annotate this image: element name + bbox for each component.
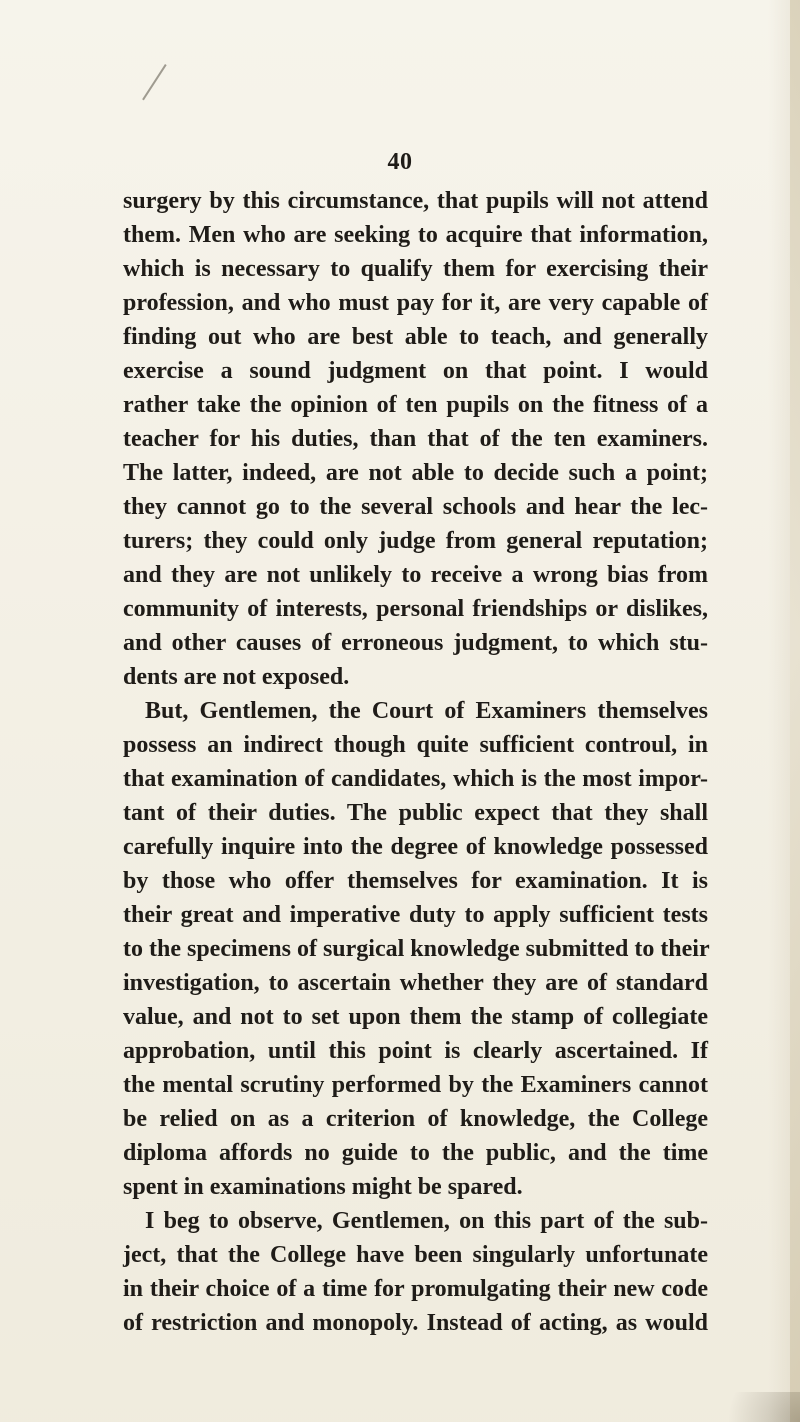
text-line: finding out who are best able to teach, and generally bbox=[123, 324, 708, 350]
pencil-mark bbox=[142, 64, 167, 100]
text-line: of restriction and monopoly. Instead of acting, as would bbox=[123, 1310, 708, 1336]
text-line: I beg to observe, Gentlemen, on this part of the sub- bbox=[145, 1208, 708, 1234]
text-line: that examination of candidates, which is the most impor- bbox=[123, 766, 708, 792]
text-line: ject, that the College have been singularly unfortunate bbox=[123, 1242, 708, 1268]
text-line: they cannot go to the several schools and hear the lec- bbox=[123, 494, 708, 520]
text-line: in their choice of a time for promulgating their new code bbox=[123, 1276, 708, 1302]
text-line: community of interests, personal friendships or dislikes, bbox=[123, 596, 708, 622]
text-line: turers; they could only judge from general reputation; bbox=[123, 528, 708, 554]
text-line: spent in examinations might be spared. bbox=[123, 1174, 523, 1200]
text-line: investigation, to ascertain whether they are of standard bbox=[123, 970, 708, 996]
text-line: value, and not to set upon them the stamp of collegiate bbox=[123, 1004, 708, 1030]
text-line: dents are not exposed. bbox=[123, 664, 350, 690]
text-line: their great and imperative duty to apply sufficient tests bbox=[123, 902, 708, 928]
text-line: tant of their duties. The public expect that they shall bbox=[123, 800, 708, 826]
text-line: them. Men who are seeking to acquire that information, bbox=[123, 222, 708, 248]
text-line: to the specimens of surgical knowledge submitted to their bbox=[123, 936, 710, 962]
text-line: rather take the opinion of ten pupils on the fitness of a bbox=[123, 392, 708, 418]
text-line: surgery by this circumstance, that pupils will not attend bbox=[123, 188, 708, 214]
text-line: approbation, until this point is clearly ascertained. If bbox=[123, 1038, 708, 1064]
text-line: and other causes of erroneous judgment, to which stu- bbox=[123, 630, 708, 656]
text-line: the mental scrutiny performed by the Examiners cannot bbox=[123, 1072, 708, 1098]
text-line: be relied on as a criterion of knowledge, the College bbox=[123, 1106, 708, 1132]
text-line: exercise a sound judgment on that point. I would bbox=[123, 358, 708, 384]
text-line: by those who offer themselves for examination. It is bbox=[123, 868, 708, 894]
page-corner-stain bbox=[705, 1392, 800, 1422]
text-line: profession, and who must pay for it, are very capable of bbox=[123, 290, 708, 316]
text-line: The latter, indeed, are not able to decide such a point; bbox=[123, 460, 708, 486]
text-line: carefully inquire into the degree of knowledge possessed bbox=[123, 834, 708, 860]
text-line: But, Gentlemen, the Court of Examiners themselves bbox=[145, 698, 708, 724]
page-edge-shadow bbox=[790, 0, 800, 1422]
text-line: diploma affords no guide to the public, and the time bbox=[123, 1140, 708, 1166]
text-line: and they are not unlikely to receive a wrong bias from bbox=[123, 562, 708, 588]
text-line: teacher for his duties, than that of the ten examiners. bbox=[123, 426, 708, 452]
text-line: which is necessary to qualify them for exercising their bbox=[123, 256, 708, 282]
text-line: possess an indirect though quite sufficient controul, in bbox=[123, 732, 708, 758]
page-number: 40 bbox=[387, 149, 413, 175]
body-text bbox=[123, 184, 708, 1340]
